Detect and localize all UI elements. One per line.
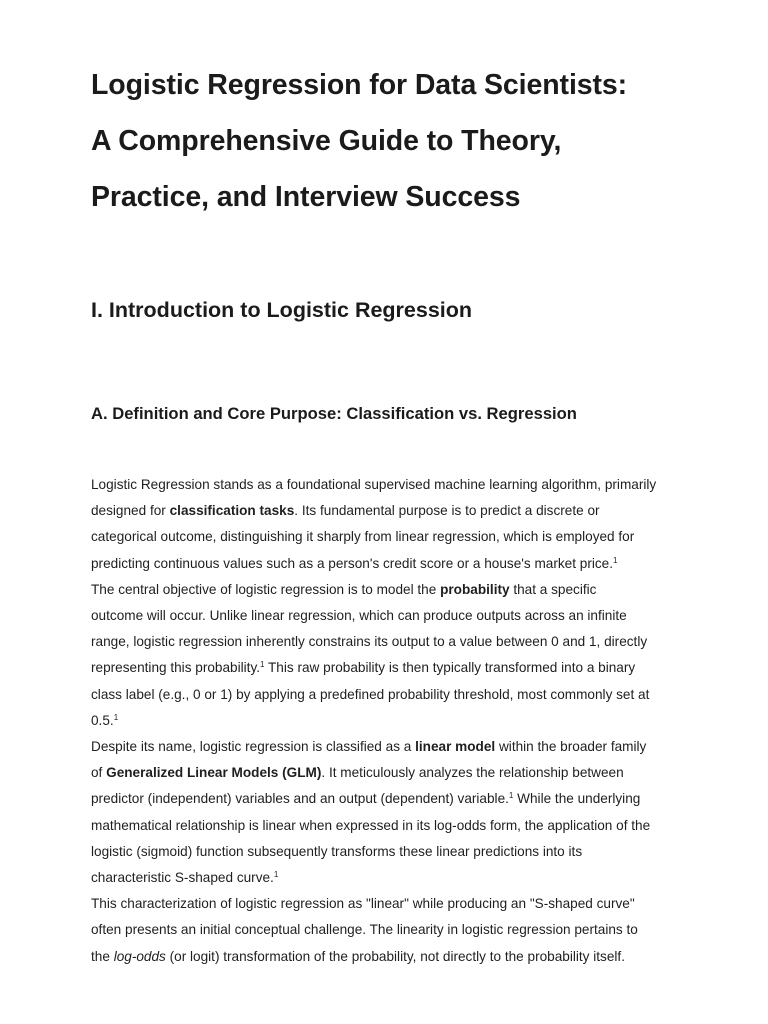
text-run: Despite its name, logistic regression is classified as a (91, 739, 416, 755)
text-line (91, 891, 691, 917)
bold-term: classification tasks (169, 503, 295, 519)
document-title (91, 57, 691, 225)
text-run: logistic (sigmoid) function subsequently transforms these linear predictions into its (91, 843, 583, 859)
paragraph-1 (91, 472, 691, 577)
italic-term: log-odds (113, 948, 166, 964)
text-run: predictor (independent) variables and an output (dependent) variable. (91, 791, 509, 807)
text-line (91, 813, 691, 839)
body-text (91, 472, 691, 970)
section-heading: I. Introduction to Logistic Regression (91, 298, 473, 322)
text-run: . Its fundamental purpose is to predict a discrete or (294, 503, 600, 519)
paragraph-2 (91, 577, 691, 734)
text-line (91, 944, 691, 970)
subsection-heading: A. Definition and Core Purpose: Classification vs. Regression (91, 404, 577, 423)
title-line-3: Practice, and Interview Success (91, 181, 521, 213)
text-line (91, 917, 691, 943)
text-run: Logistic Regression stands as a foundational supervised machine learning algorithm, primarily (91, 477, 657, 492)
text-run: representing this probability. (91, 660, 261, 676)
text-run: The central objective of logistic regression is to model the (91, 581, 441, 597)
text-line (91, 839, 691, 865)
text-line (91, 524, 691, 550)
bold-term: linear model (415, 739, 496, 755)
text-run: outcome will occur. Unlike linear regression, which can produce outputs across an infinite (91, 608, 627, 624)
text-line (91, 498, 691, 524)
bold-term: Generalized Linear Models (GLM) (106, 765, 322, 781)
text-run: designed for (91, 503, 170, 519)
text-line (91, 629, 691, 655)
text-run: of (91, 765, 107, 781)
text-line (91, 734, 691, 760)
text-run: class label (e.g., 0 or 1) by applying a predefined probability threshold, most commonly set at (91, 686, 650, 702)
text-line (91, 708, 691, 734)
text-run: that a specific (509, 581, 597, 597)
text-run: the (91, 948, 114, 964)
citation-ref[interactable]: 1 (260, 660, 265, 670)
title-line-2: A Comprehensive Guide to Theory, (91, 125, 562, 157)
citation-ref[interactable]: 1 (113, 712, 119, 722)
text-line (91, 786, 691, 812)
text-run: often presents an initial conceptual challenge. The linearity in logistic regression pertains to (91, 922, 638, 938)
text-run: characteristic S-shaped curve. (91, 870, 274, 886)
text-run: mathematical relationship is linear when expressed in its log-odds form, the application of the (91, 817, 651, 833)
text-run: While the underlying (513, 791, 641, 807)
text-line (91, 655, 691, 681)
paragraph-3 (91, 734, 691, 891)
text-line (91, 682, 691, 708)
text-run: 0.5. (91, 712, 114, 728)
text-line (91, 865, 691, 891)
text-run: range, logistic regression inherently constrains its output to a value between 0 and 1, directly (91, 634, 648, 650)
citation-ref[interactable]: 1 (273, 870, 279, 880)
text-line (91, 760, 691, 786)
paragraph-4 (91, 891, 691, 970)
text-run: categorical outcome, distinguishing it sharply from linear regression, which is employed for (91, 529, 635, 545)
title-line-1: Logistic Regression for Data Scientists: (91, 69, 628, 101)
citation-ref[interactable]: 1 (613, 555, 618, 565)
text-run: This raw probability is then typically transformed into a binary (264, 660, 636, 676)
text-line (91, 603, 691, 629)
bold-term: probability (440, 581, 510, 597)
text-run: predicting continuous values such as a person's credit score or a house's market price. (91, 555, 614, 571)
text-run: This characterization of logistic regression as "linear" while producing an "S-shaped curve" (91, 896, 635, 912)
text-line (91, 551, 691, 577)
text-run: (or logit) transformation of the probability, not directly to the probability itself. (165, 948, 625, 964)
citation-ref[interactable]: 1 (508, 791, 514, 801)
text-run: within the broader family (495, 739, 647, 755)
text-line (91, 472, 691, 498)
text-line (91, 577, 691, 603)
text-run: . It meticulously analyzes the relationship between (321, 765, 624, 781)
